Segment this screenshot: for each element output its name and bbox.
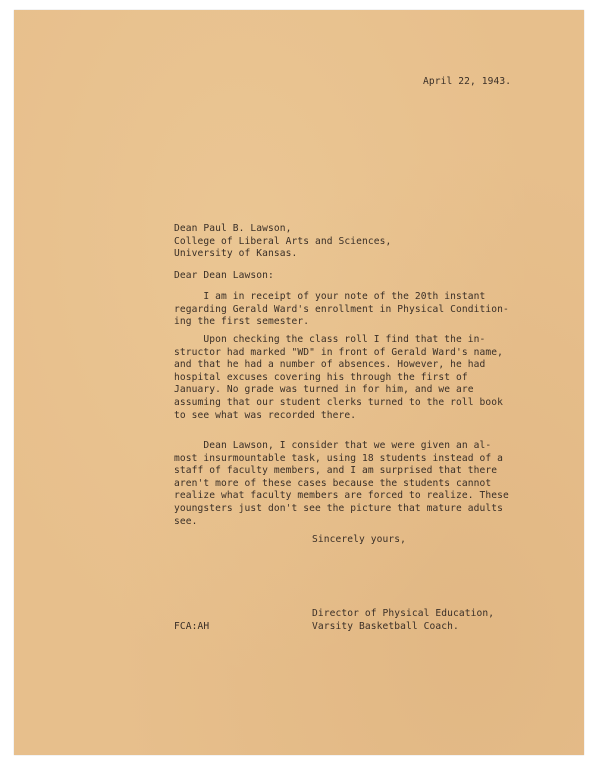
- paragraph-line: I am in receipt of your note of the 20th instant: [174, 291, 486, 302]
- paragraph-line: most insurmountable task, using 18 students instead of a: [174, 452, 504, 464]
- signature-block: [312, 608, 494, 633]
- paragraph-line: youngsters just don't see the picture that mature adults: [174, 502, 504, 514]
- body-paragraph-2: [174, 334, 503, 422]
- paragraph-line: staff of faculty members, and I am surprised that there: [174, 465, 498, 477]
- paragraph-line: assuming that our student clerks turned to the roll book: [174, 396, 504, 408]
- paragraph-line: Dean Lawson, I consider that we were given an al-: [174, 440, 492, 451]
- addressee-line: College of Liberal Arts and Sciences,: [174, 235, 392, 247]
- signature-title-line: Varsity Basketball Coach.: [312, 620, 459, 632]
- paragraph-line: and that he had a number of absences. However, he had: [174, 359, 486, 371]
- paragraph-line: regarding Gerald Ward's enrollment in Physical Condition-: [174, 303, 509, 315]
- paragraph-line: aren't more of these cases because the students cannot: [174, 477, 492, 489]
- paragraph-line: realize what faculty members are forced to realize. These: [174, 490, 509, 502]
- paragraph-line: ing the first semester.: [174, 316, 310, 328]
- salutation: Dear Dean Lawson:: [174, 270, 274, 281]
- complimentary-close: Sincerely yours,: [312, 534, 407, 545]
- paragraph-line: see.: [174, 515, 198, 527]
- paragraph-line: hospital excuses covering his through the first of: [174, 371, 468, 383]
- body-paragraph-3: [174, 440, 509, 528]
- paragraph-line: to see what was recorded there.: [174, 409, 357, 421]
- body-paragraph-1: [174, 291, 509, 329]
- letter-date: April 22, 1943.: [423, 76, 512, 87]
- letter-page: [14, 10, 584, 755]
- paragraph-line: structor had marked "WD" in front of Gerald Ward's name,: [174, 346, 504, 358]
- paragraph-line: January. No grade was turned in for him, and we are: [174, 384, 474, 396]
- paragraph-line: Upon checking the class roll I find that the in-: [174, 334, 486, 345]
- addressee-block: [174, 223, 391, 261]
- signature-title-line: Director of Physical Education,: [312, 608, 495, 619]
- addressee-line: University of Kansas.: [174, 248, 298, 260]
- addressee-line: Dean Paul B. Lawson,: [174, 223, 292, 234]
- reference-initials: FCA:AH: [174, 621, 210, 632]
